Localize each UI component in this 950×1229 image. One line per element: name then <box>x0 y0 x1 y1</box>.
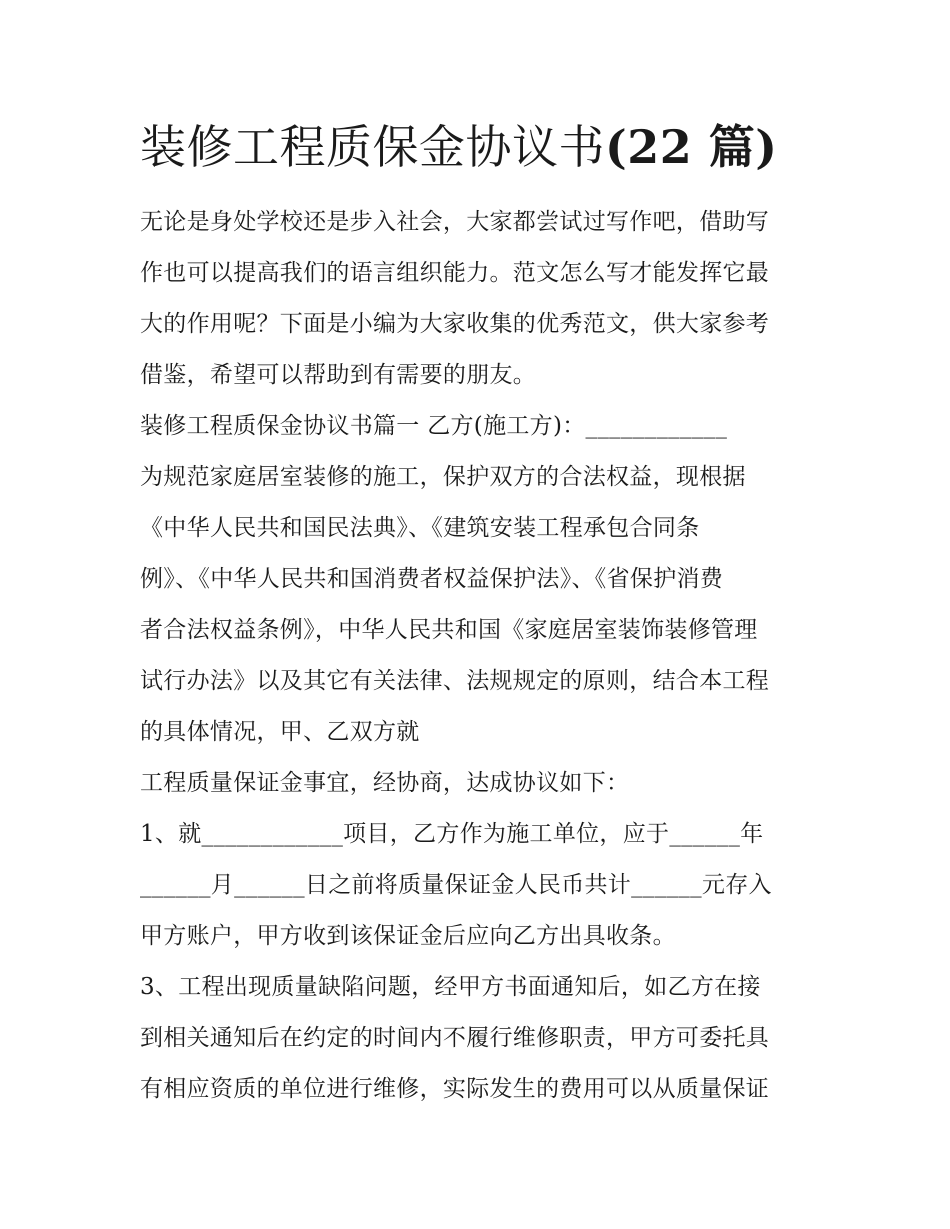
title-text: 装修工程质保金协议书 <box>140 120 605 174</box>
body-line-6: 为规范家庭居室装修的施工，保护双方的合法权益，现根据 <box>140 464 746 490</box>
intro-line-2: 作也可以提高我们的语言组织能力。范文怎么写才能发挥它最 <box>140 260 770 286</box>
page-title <box>140 112 840 182</box>
intro-line-4: 借鉴，希望可以帮助到有需要的朋友。 <box>140 362 537 388</box>
title-count: (22 篇) <box>605 120 778 174</box>
clause-3-line-2: 到相关通知后在约定的时间内不履行维修职责，甲方可委托具 <box>140 1025 770 1051</box>
clause-3-line-1: 3、工程出现质量缺陷问题，经甲方书面通知后，如乙方在接 <box>140 974 761 1000</box>
intro-line-3: 大的作用呢？下面是小编为大家收集的优秀范文，供大家参考 <box>140 311 770 337</box>
body-line-10: 试行办法》以及其它有关法律、法规规定的原则，结合本工程 <box>140 668 770 694</box>
body-line-8: 例》、《中华人民共和国消费者权益保护法》、《省保护消费 <box>140 566 724 592</box>
clause-1-line-2: ______月______日之前将质量保证金人民币共计______元存入 <box>140 872 772 898</box>
clause-1-line-1: 1、就____________项目，乙方作为施工单位，应于______年 <box>140 821 764 847</box>
section-heading-line: 装修工程质保金协议书篇一 乙方(施工方)：____________ <box>140 413 728 439</box>
clause-3-line-3: 有相应资质的单位进行维修，实际发生的费用可以从质量保证 <box>140 1076 770 1102</box>
body-line-9: 者合法权益条例》，中华人民共和国《家庭居室装饰装修管理 <box>140 617 758 643</box>
body-line-11: 的具体情况，甲、乙双方就 <box>140 719 420 745</box>
body-line-7: 《中华人民共和国民法典》、《建筑安装工程承包合同条 <box>140 515 700 541</box>
intro-line-1: 无论是身处学校还是步入社会，大家都尝试过写作吧，借助写 <box>140 209 770 235</box>
body-line-12: 工程质量保证金事宜，经协商，达成协议如下： <box>140 770 630 796</box>
clause-1-line-3: 甲方账户，甲方收到该保证金后应向乙方出具收条。 <box>140 923 676 949</box>
